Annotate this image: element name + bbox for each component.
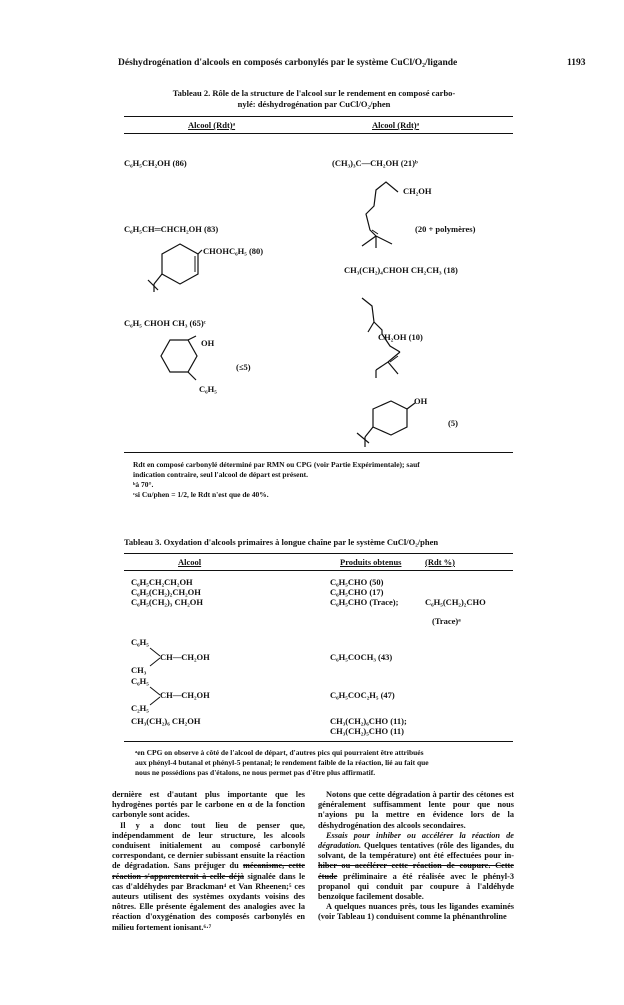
t3-octanol-alcool: CH₃(CH₂)₆ CH₂OH — [131, 716, 201, 726]
t3-col-alcool: Alcool — [178, 557, 202, 567]
table2-caption-line2: nylé: déshydrogénation par CuCl/O₂/phen — [237, 99, 391, 109]
t2-yield-5: (5) — [448, 418, 458, 428]
t3-note-3: nous ne possédions pas d'étalons, ne nous permet pas d'être plus affirmatif. — [135, 768, 376, 777]
t2-note-2: indication contraire, seul l'alcool de départ est présent. — [133, 470, 309, 479]
t3-branch1-bot: CH₃ — [131, 665, 147, 675]
table2-head-rule — [124, 133, 513, 134]
t3-branch1-product: C₆H₅COCH₃ (43) — [330, 652, 393, 662]
struck-text-right: hiber ou accélérer cette réaction de coupure. Cette étude — [318, 861, 514, 881]
t2-phenylethanol: C₆H₅ CHOH CH₃ (65)ᶜ — [124, 318, 206, 328]
table2-caption — [124, 88, 504, 110]
table2-bottom-rule — [124, 452, 513, 453]
table2-top-rule — [124, 116, 513, 117]
table2-caption-line1: Tableau 2. Rôle de la structure de l'alcool sur le rendement en composé carbo- — [172, 88, 456, 98]
table3-caption: Tableau 3. Oxydation d'alcools primaires à longue chaîne par le système CuCl/O₂/phen — [124, 537, 439, 547]
t2-ch2oh-label: CH₂OH — [403, 186, 432, 196]
t2-oh-label: OH — [201, 338, 215, 348]
body-left-para2: Il y a donc tout lieu de penser que, indépendamment de leur structure, les alcools conduisent initialement au composé carbonylé correspondant, ce dernier subissant ensuite la réaction de dégradation. Sans préjuger du mécanisme, cette réaction s'apparenterait à celle déjà signalée dans le cas d'aldéhydes par Brackman⁴ et Van Rheenen;⁵ ces auteurs utilisent des systèmes oxydants voisins des nôtres. Elle présente également des analogies avec la réaction d'oxygénation des composés carbonylés en milieu fortement ionisant.⁶·⁷ — [112, 820, 306, 932]
t3-branch2-top: C₆H₅ — [131, 676, 149, 686]
t2-chohc6h5-label: CHOHC₆H₅ (80) — [203, 246, 264, 256]
body-left-para1: dernière est d'autant plus importante que les hydrogènes portés par le carbone en α de la fonction carbonyle sont acides. — [112, 790, 305, 820]
t3-branch2-mid: CH—CH₂OH — [160, 690, 210, 700]
body-left-column — [112, 790, 305, 933]
section-heading-essais: Essais pour inhiber ou accélérer la réaction de dégradation. — [318, 830, 514, 851]
body-right-para1: Notons que cette dégradation à partir des cétones est généralement suffisamment lente pour que nous n'ayions pu la mettre en évidence lors de la déshydrogénation des alcools secondaires. — [318, 790, 514, 830]
t3-col-produits: Produits obtenus — [340, 557, 402, 567]
t2-ch2oh-10: CH₂OH (10) — [378, 332, 423, 342]
t2-cyclohexenyl-structure — [150, 236, 210, 296]
t3-note-2: aux phényl-4 butanal et phényl-5 pentanal; le rendement faible de la réaction, lié au fait que — [135, 758, 429, 767]
t3-row3-alcool: C₆H₅(CH₂)₃ CH₂OH — [131, 597, 204, 607]
t3-branch1-top: C₆H₅ — [131, 637, 149, 647]
t2-neopentyl-alcohol: (CH₃)₃C—CH₂OH (21)ᵇ — [332, 158, 418, 168]
body-right-para3: A quelques nuances près, tous les ligandes examinés (voir Tableau 1) conduisent comme la phénanthroline — [318, 902, 514, 922]
t2-yield-le5: (≤5) — [236, 362, 251, 372]
table3-notes — [135, 748, 515, 778]
t2-benzyl-alcohol: C₆H₅CH₂OH (86) — [124, 158, 187, 168]
t2-note-1: Rdt en composé carbonylé déterminé par RMN ou CPG (voir Partie Expérimentale); sauf — [133, 460, 420, 469]
body-right-para2: Essais pour inhiber ou accélérer la réaction de dégradation. Quelques tentatives (rôle des ligandes, du solvant, de la température) ont été effectuées pour in- hiber ou accélérer cette réaction de coupure. Cette étude préliminaire a été réalisée avec le phényl-3 propanol qui conduit par coupure à l'aldéhyde benzoïque facilement dosable. — [318, 830, 514, 902]
t2-terpene-alcohol-structure — [348, 172, 408, 262]
t3-branch2-bot: C₂H₅ — [131, 703, 149, 713]
t3-note-1: ᵃen CPG on observe à côté de l'alcool de départ, d'autres pics qui pourraient être attribués — [135, 748, 424, 757]
t2-note-b: ᵇà 70°. — [133, 480, 154, 489]
page-number: 1193 — [567, 58, 586, 68]
table3-bottom-rule — [124, 741, 513, 742]
t2-polymers-label: (20 + polymères) — [415, 224, 476, 234]
table2-notes — [133, 460, 513, 500]
t2-oh-label-right: OH — [414, 396, 428, 406]
t2-cinnamyl-alcohol: C₆H₅CH═CHCH₂OH (83) — [124, 224, 219, 234]
t3-octanol-prod2: CH₃(CH₂)₅CHO (11) — [330, 726, 404, 736]
t3-octanol-prod1: CH₃(CH₂)₆CHO (11); — [330, 716, 407, 726]
struck-text-left: mécanisme, cette réaction s'apparenterait à celle déjà — [112, 861, 305, 881]
t3-row3-produit: C₆H₅CHO (Trace); — [330, 597, 399, 607]
t3-row3-extra: C₆H₅(CH₂)₂CHO — [425, 597, 486, 607]
table3-head-rule — [124, 570, 513, 571]
t3-row1-alcool: C₆H₅CH₂CH₂OH — [131, 577, 193, 587]
table2-col-left: Alcool (Rdt)ᵃ — [188, 120, 236, 130]
t3-col-rdt: (Rdt %) — [425, 557, 455, 567]
table3-top-rule — [124, 553, 513, 554]
t3-produit-list — [330, 577, 398, 607]
t3-row2-alcool: C₆H₅(CH₂)₂CH₂OH — [131, 587, 201, 597]
running-title: Déshydrogénation d'alcools en composés carbonylés par le système CuCl/O₂/ligande — [118, 58, 458, 68]
t3-row2-produit: C₆H₅CHO (17) — [330, 587, 384, 597]
body-right-column — [318, 790, 514, 923]
t3-row3-trace: (Trace)ᵃ — [432, 616, 461, 626]
table2-col-right: Alcool (Rdt)ᵃ — [372, 120, 420, 130]
t3-branch2-product: C₆H₅COC₂H₅ (47) — [330, 690, 395, 700]
t3-row1-produit: C₆H₅CHO (50) — [330, 577, 384, 587]
t2-c6h5-label: C₆H₅ — [199, 384, 217, 394]
t3-branch1-mid: CH—CH₂OH — [160, 652, 210, 662]
t2-note-c: ᶜsi Cu/phen = 1/2, le Rdt n'est que de 40%. — [133, 490, 269, 499]
t2-octanol-secondary: CH₃(CH₂)₄CHOH CH₂CH₃ (18) — [344, 265, 458, 275]
t3-alcool-list — [131, 577, 203, 607]
